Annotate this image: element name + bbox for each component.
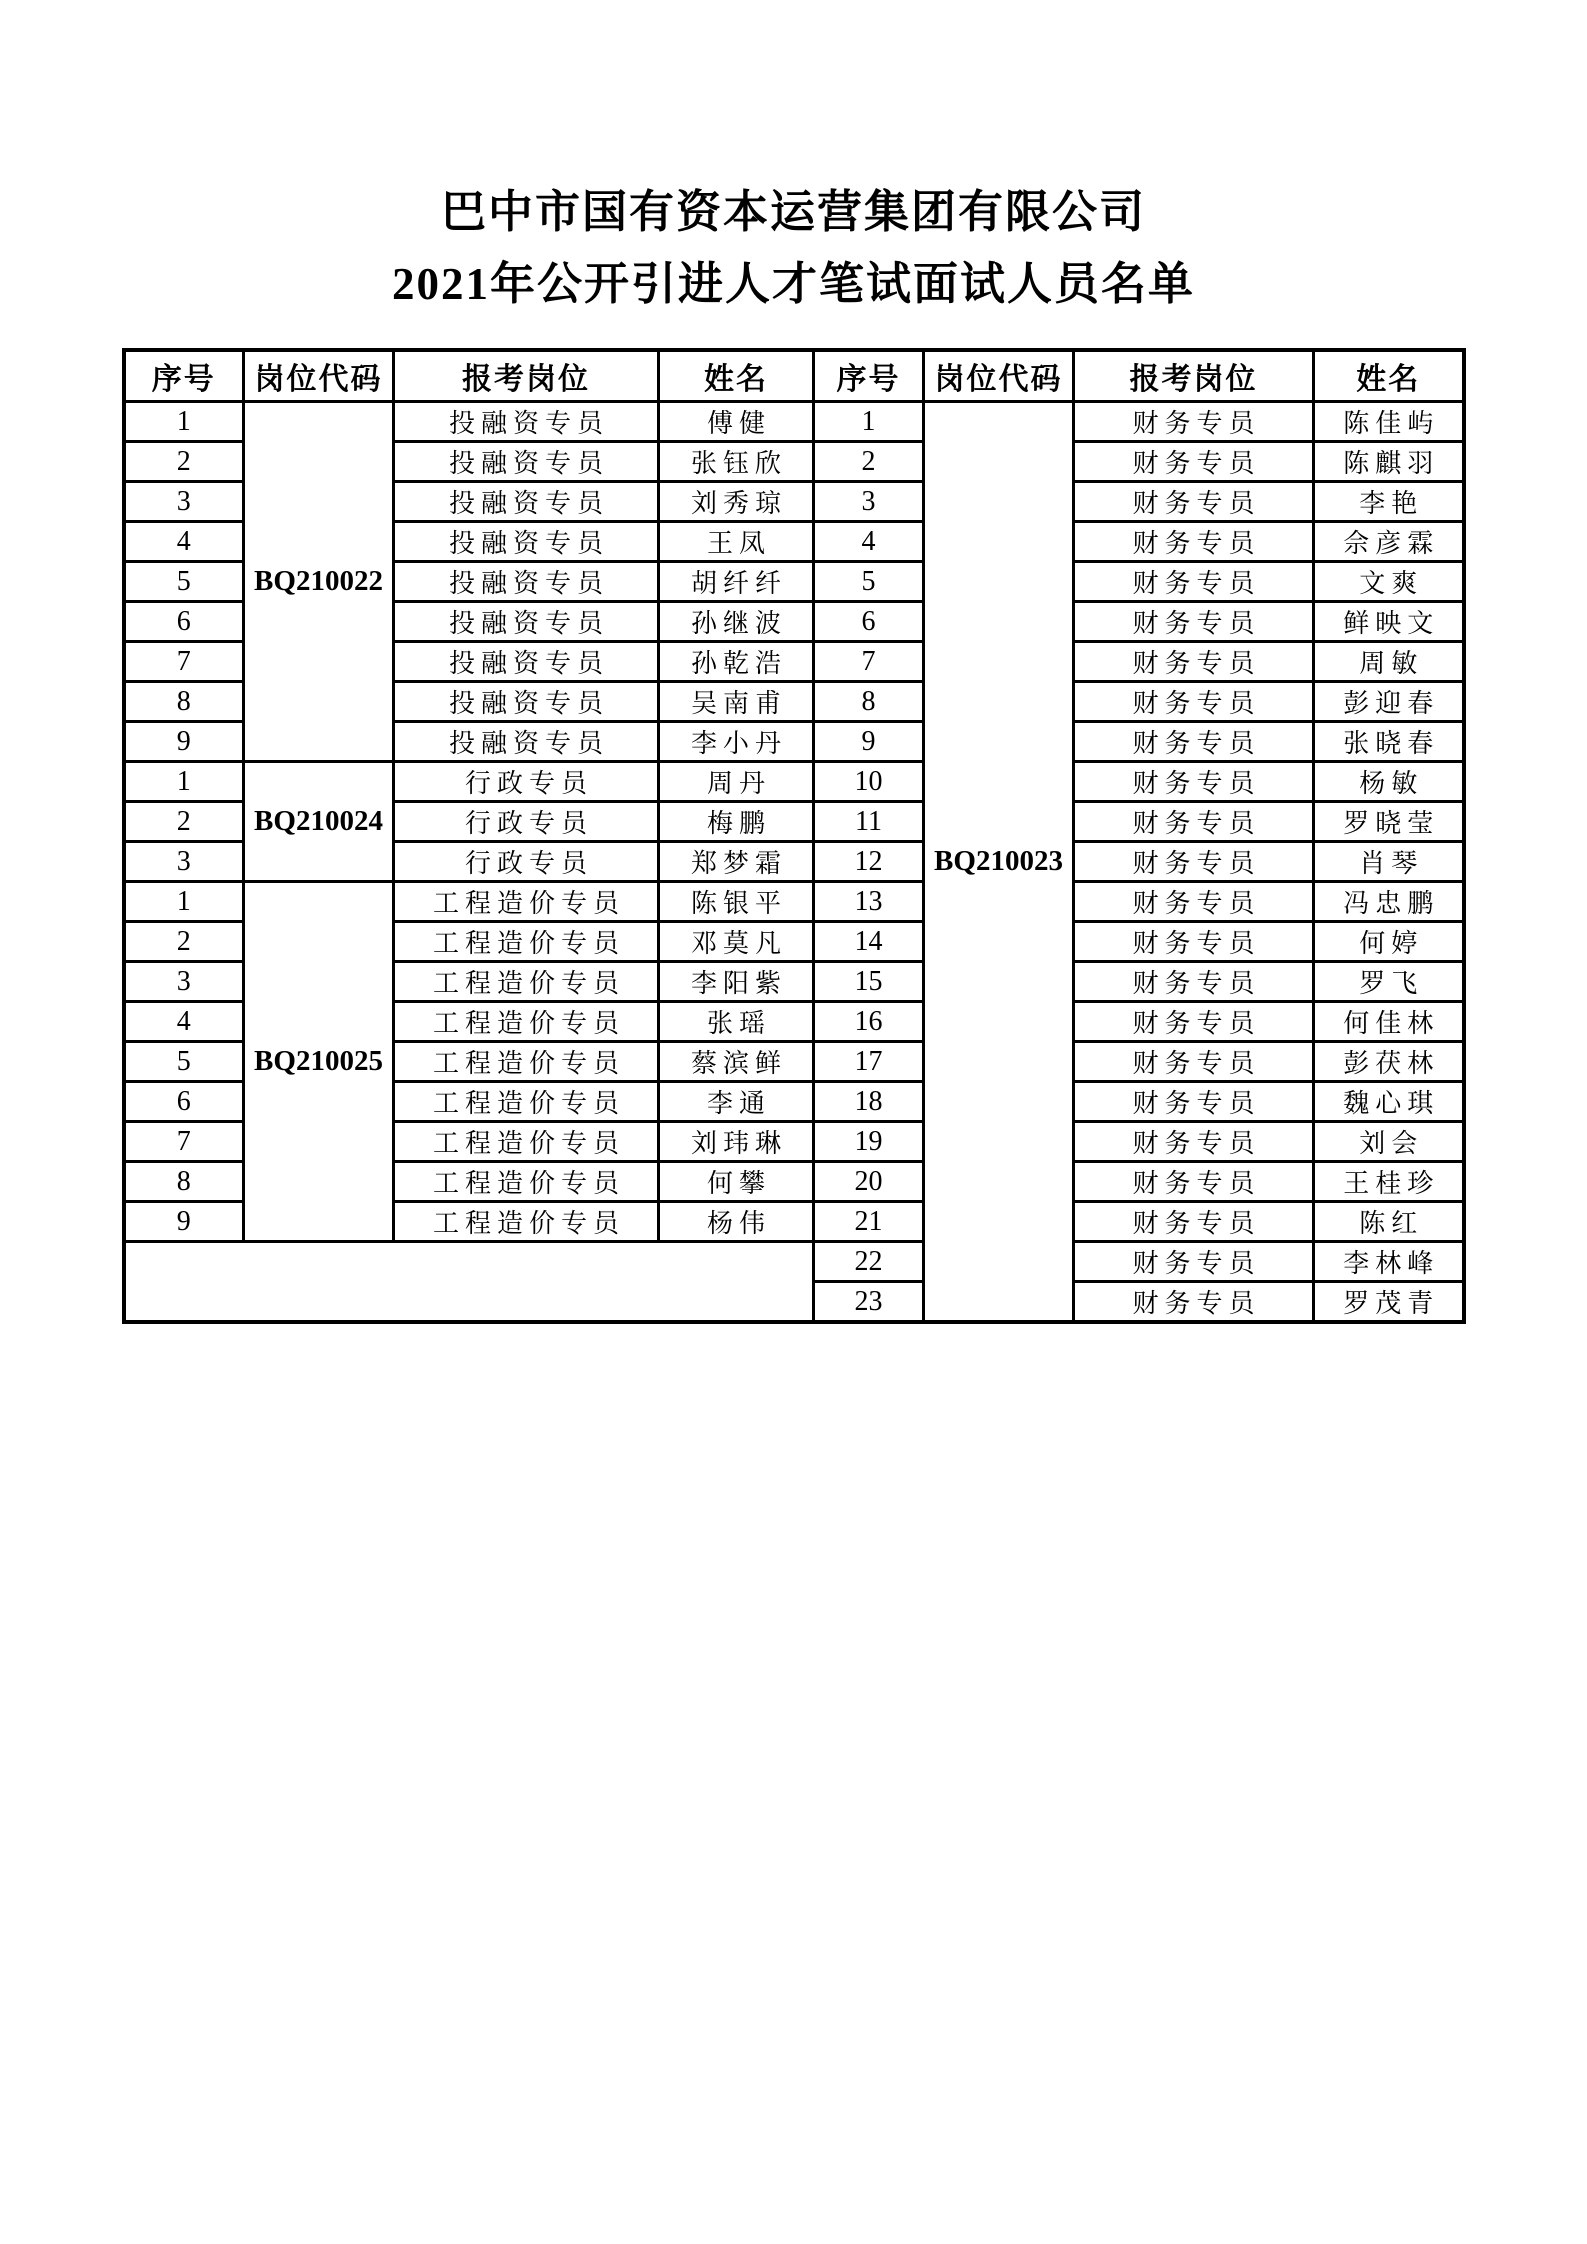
position-cell-right: 财务专员: [1074, 482, 1314, 522]
name-cell-right: 彭迎春: [1314, 682, 1464, 722]
seq-cell-right: 5: [814, 562, 924, 602]
position-cell-left: 工程造价专员: [394, 962, 659, 1002]
name-cell-left: 李阳紫: [659, 962, 814, 1002]
seq-cell-left: 2: [124, 442, 244, 482]
table-row: [124, 762, 1464, 802]
seq-cell-left: 5: [124, 562, 244, 602]
position-cell-left: 工程造价专员: [394, 1082, 659, 1122]
position-cell-right: 财务专员: [1074, 1002, 1314, 1042]
name-cell-left: 吴南甫: [659, 682, 814, 722]
position-cell-left: 行政专员: [394, 802, 659, 842]
position-cell-left: 投融资专员: [394, 602, 659, 642]
seq-cell-right: 18: [814, 1082, 924, 1122]
seq-cell-left: 1: [124, 402, 244, 442]
table-row: [124, 402, 1464, 442]
seq-cell-right: 17: [814, 1042, 924, 1082]
name-cell-right: 何婷: [1314, 922, 1464, 962]
name-cell-left: 李小丹: [659, 722, 814, 762]
name-cell-right: 鲜映文: [1314, 602, 1464, 642]
seq-cell-right: 2: [814, 442, 924, 482]
header-seq-left: 序号: [124, 350, 244, 402]
title-line-1: 巴中市国有资本运营集团有限公司: [440, 187, 1146, 237]
name-cell-left: 周丹: [659, 762, 814, 802]
position-cell-right: 财务专员: [1074, 882, 1314, 922]
seq-cell-left: 1: [124, 762, 244, 802]
seq-cell-right: 7: [814, 642, 924, 682]
position-cell-right: 财务专员: [1074, 1162, 1314, 1202]
name-cell-left: 刘秀琼: [659, 482, 814, 522]
position-cell-left: 工程造价专员: [394, 1122, 659, 1162]
name-cell-right: 李林峰: [1314, 1242, 1464, 1282]
seq-cell-right: 11: [814, 802, 924, 842]
name-cell-right: 何佳林: [1314, 1002, 1464, 1042]
empty-merged-cell: [124, 1242, 814, 1323]
seq-cell-right: 9: [814, 722, 924, 762]
position-cell-left: 投融资专员: [394, 682, 659, 722]
seq-cell-left: 4: [124, 522, 244, 562]
seq-cell-left: 9: [124, 1202, 244, 1242]
name-cell-left: 胡纤纤: [659, 562, 814, 602]
name-cell-right: 刘会: [1314, 1122, 1464, 1162]
seq-cell-left: 6: [124, 1082, 244, 1122]
name-cell-right: 杨敏: [1314, 762, 1464, 802]
seq-cell-right: 13: [814, 882, 924, 922]
seq-cell-right: 21: [814, 1202, 924, 1242]
seq-cell-left: 3: [124, 842, 244, 882]
position-cell-left: 投融资专员: [394, 482, 659, 522]
seq-cell-left: 7: [124, 1122, 244, 1162]
seq-cell-left: 4: [124, 1002, 244, 1042]
name-cell-right: 周敏: [1314, 642, 1464, 682]
position-cell-left: 投融资专员: [394, 442, 659, 482]
header-name-left: 姓名: [659, 350, 814, 402]
name-cell-right: 冯忠鹏: [1314, 882, 1464, 922]
seq-cell-left: 6: [124, 602, 244, 642]
position-cell-right: 财务专员: [1074, 1122, 1314, 1162]
header-name-right: 姓名: [1314, 350, 1464, 402]
name-cell-right: 佘彦霖: [1314, 522, 1464, 562]
seq-cell-right: 19: [814, 1122, 924, 1162]
position-cell-left: 行政专员: [394, 842, 659, 882]
name-cell-left: 孙继波: [659, 602, 814, 642]
position-cell-left: 工程造价专员: [394, 922, 659, 962]
position-cell-right: 财务专员: [1074, 642, 1314, 682]
name-cell-left: 张钰欣: [659, 442, 814, 482]
seq-cell-right: 23: [814, 1282, 924, 1323]
name-cell-left: 梅鹏: [659, 802, 814, 842]
code-cell-left: BQ210022: [244, 402, 394, 762]
position-cell-left: 工程造价专员: [394, 1042, 659, 1082]
name-cell-right: 魏心琪: [1314, 1082, 1464, 1122]
name-cell-right: 肖琴: [1314, 842, 1464, 882]
name-cell-left: 蔡滨鲜: [659, 1042, 814, 1082]
position-cell-right: 财务专员: [1074, 602, 1314, 642]
name-cell-left: 刘玮琳: [659, 1122, 814, 1162]
name-cell-right: 张晓春: [1314, 722, 1464, 762]
seq-cell-left: 7: [124, 642, 244, 682]
name-cell-right: 罗茂青: [1314, 1282, 1464, 1323]
position-cell-right: 财务专员: [1074, 402, 1314, 442]
name-cell-right: 彭茯林: [1314, 1042, 1464, 1082]
code-cell-right: BQ210023: [924, 402, 1074, 1323]
position-cell-right: 财务专员: [1074, 802, 1314, 842]
code-cell-left: BQ210024: [244, 762, 394, 882]
name-cell-left: 李通: [659, 1082, 814, 1122]
position-cell-left: 投融资专员: [394, 522, 659, 562]
position-cell-right: 财务专员: [1074, 442, 1314, 482]
header-position-left: 报考岗位: [394, 350, 659, 402]
seq-cell-right: 14: [814, 922, 924, 962]
position-cell-left: 工程造价专员: [394, 1162, 659, 1202]
header-code-right: 岗位代码: [924, 350, 1074, 402]
name-cell-left: 傅健: [659, 402, 814, 442]
header-seq-right: 序号: [814, 350, 924, 402]
title-line-2: 2021年公开引进人才笔试面试人员名单: [391, 259, 1195, 309]
position-cell-left: 投融资专员: [394, 722, 659, 762]
position-cell-left: 工程造价专员: [394, 1002, 659, 1042]
name-cell-left: 何攀: [659, 1162, 814, 1202]
name-cell-right: 罗飞: [1314, 962, 1464, 1002]
seq-cell-right: 15: [814, 962, 924, 1002]
name-cell-left: 张瑶: [659, 1002, 814, 1042]
seq-cell-right: 12: [814, 842, 924, 882]
name-cell-right: 陈红: [1314, 1202, 1464, 1242]
name-cell-right: 李艳: [1314, 482, 1464, 522]
roster-table: [122, 348, 1466, 1324]
seq-cell-left: 1: [124, 882, 244, 922]
position-cell-left: 行政专员: [394, 762, 659, 802]
seq-cell-right: 4: [814, 522, 924, 562]
seq-cell-right: 6: [814, 602, 924, 642]
name-cell-left: 王凤: [659, 522, 814, 562]
name-cell-left: 陈银平: [659, 882, 814, 922]
seq-cell-right: 3: [814, 482, 924, 522]
position-cell-right: 财务专员: [1074, 762, 1314, 802]
position-cell-right: 财务专员: [1074, 1242, 1314, 1282]
name-cell-left: 邓莫凡: [659, 922, 814, 962]
name-cell-left: 孙乾浩: [659, 642, 814, 682]
position-cell-right: 财务专员: [1074, 682, 1314, 722]
seq-cell-right: 10: [814, 762, 924, 802]
position-cell-right: 财务专员: [1074, 722, 1314, 762]
header-code-left: 岗位代码: [244, 350, 394, 402]
position-cell-right: 财务专员: [1074, 1082, 1314, 1122]
name-cell-right: 文爽: [1314, 562, 1464, 602]
position-cell-right: 财务专员: [1074, 922, 1314, 962]
position-cell-left: 投融资专员: [394, 402, 659, 442]
table-row: [124, 882, 1464, 922]
seq-cell-left: 3: [124, 482, 244, 522]
seq-cell-right: 22: [814, 1242, 924, 1282]
seq-cell-right: 20: [814, 1162, 924, 1202]
code-cell-left: BQ210025: [244, 882, 394, 1242]
seq-cell-right: 1: [814, 402, 924, 442]
seq-cell-left: 8: [124, 1162, 244, 1202]
position-cell-left: 投融资专员: [394, 642, 659, 682]
document-title: [0, 0, 1587, 320]
seq-cell-left: 9: [124, 722, 244, 762]
position-cell-left: 工程造价专员: [394, 1202, 659, 1242]
name-cell-left: 郑梦霜: [659, 842, 814, 882]
header-position-right: 报考岗位: [1074, 350, 1314, 402]
name-cell-left: 杨伟: [659, 1202, 814, 1242]
position-cell-right: 财务专员: [1074, 562, 1314, 602]
position-cell-right: 财务专员: [1074, 842, 1314, 882]
header-row: [124, 350, 1464, 402]
name-cell-right: 王桂珍: [1314, 1162, 1464, 1202]
name-cell-right: 罗晓莹: [1314, 802, 1464, 842]
position-cell-right: 财务专员: [1074, 962, 1314, 1002]
position-cell-right: 财务专员: [1074, 1042, 1314, 1082]
seq-cell-right: 16: [814, 1002, 924, 1042]
seq-cell-left: 2: [124, 802, 244, 842]
seq-cell-left: 8: [124, 682, 244, 722]
position-cell-left: 投融资专员: [394, 562, 659, 602]
position-cell-right: 财务专员: [1074, 522, 1314, 562]
name-cell-right: 陈麒羽: [1314, 442, 1464, 482]
name-cell-right: 陈佳屿: [1314, 402, 1464, 442]
position-cell-right: 财务专员: [1074, 1202, 1314, 1242]
seq-cell-right: 8: [814, 682, 924, 722]
seq-cell-left: 5: [124, 1042, 244, 1082]
position-cell-left: 工程造价专员: [394, 882, 659, 922]
table-row: [124, 1242, 1464, 1282]
seq-cell-left: 3: [124, 962, 244, 1002]
seq-cell-left: 2: [124, 922, 244, 962]
position-cell-right: 财务专员: [1074, 1282, 1314, 1323]
